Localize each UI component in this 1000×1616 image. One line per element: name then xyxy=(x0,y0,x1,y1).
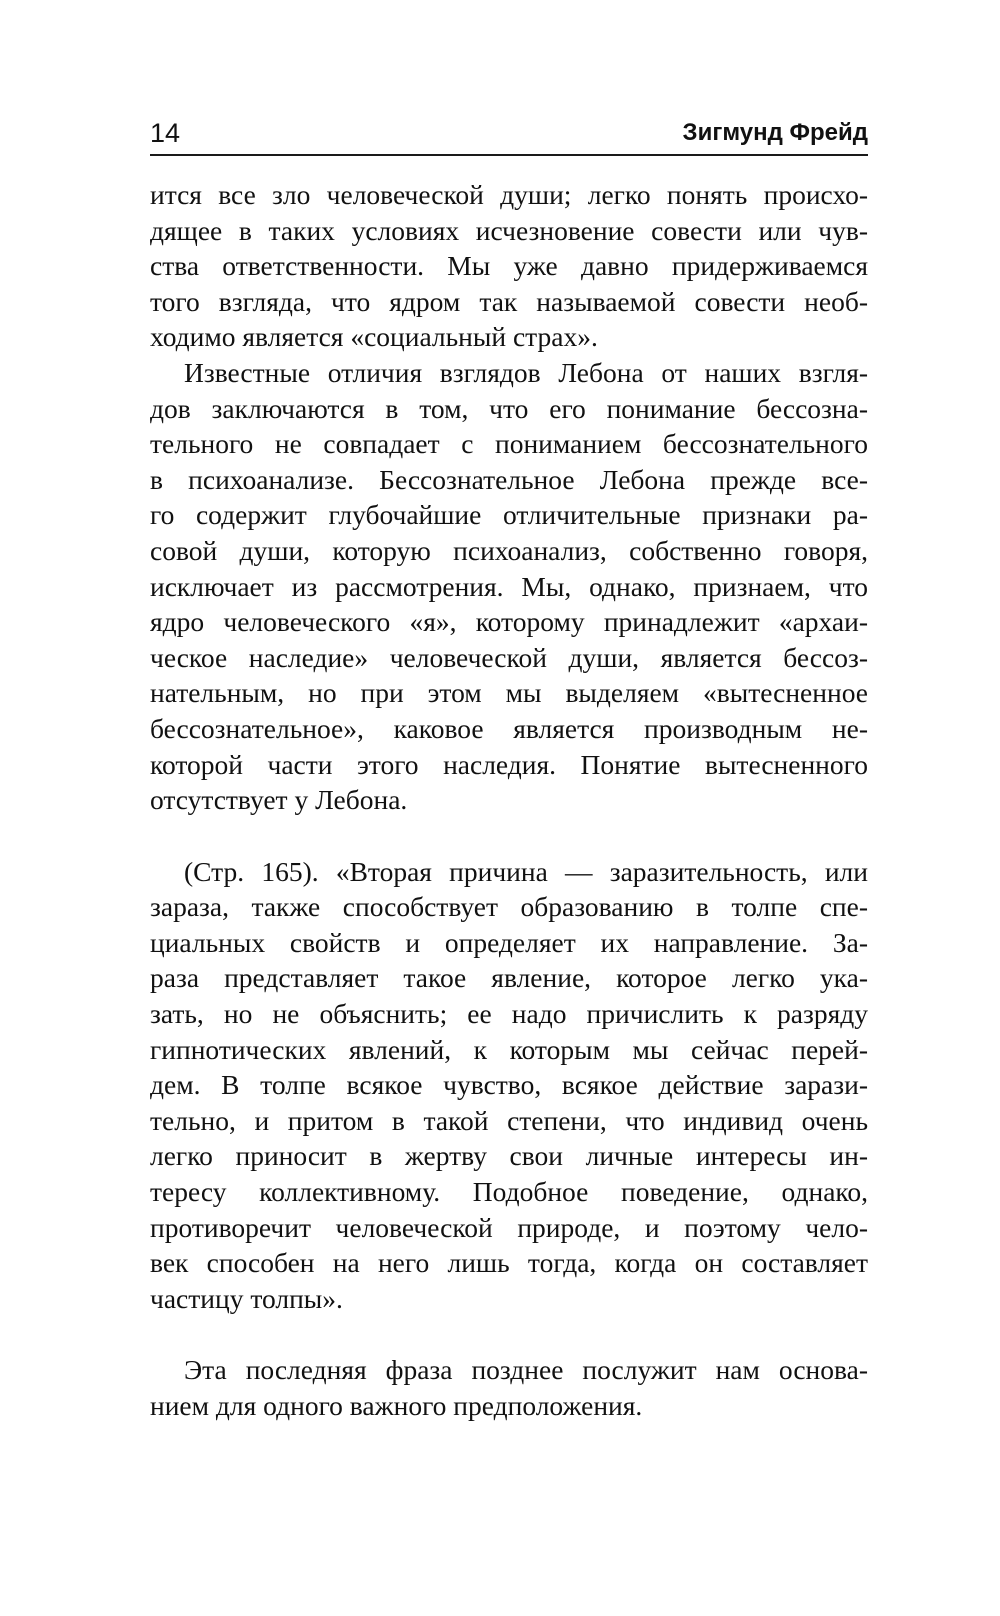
text-line: го содержит глубочайшие отличительные признаки ра- xyxy=(150,499,868,531)
text-line: гипнотических явлений, к которым мы сейчас перей- xyxy=(150,1033,868,1065)
body-text xyxy=(150,177,868,1424)
running-head-author: Зигмунд Фрейд xyxy=(682,119,868,146)
text-line: нательным, но при этом мы выделяем «вытесненное xyxy=(150,677,868,709)
text-line: исключает из рассмотрения. Мы, однако, признаем, что xyxy=(150,570,868,602)
text-line: ства ответственности. Мы уже давно придерживаемся xyxy=(150,250,868,282)
text-line: противоречит человеческой природе, и поэтому чело- xyxy=(150,1211,868,1243)
text-line: ится все зло человеческой души; легко понять происхо- xyxy=(150,179,868,210)
text-line: Известные отличия взглядов Лебона от наших взгля- xyxy=(184,356,868,388)
text-line: (Стр. 165). «Вторая причина — заразительность, или xyxy=(184,855,868,887)
text-line: зать, но не объяснить; ее надо причислить к разряду xyxy=(150,998,868,1030)
text-line: которой части этого наследия. Понятие вытесненного xyxy=(150,748,868,780)
text-line: бессознательное», каковое является производным не- xyxy=(150,712,868,744)
text-line: тельного не совпадает с пониманием бессознательного xyxy=(150,428,868,460)
page-number: 14 xyxy=(150,118,181,148)
text-line: частицу толпы». xyxy=(150,1282,343,1314)
text-line: отсутствует у Лебона. xyxy=(150,784,408,816)
text-line: век способен на него лишь тогда, когда он составляет xyxy=(150,1247,868,1279)
book-page xyxy=(150,118,868,1424)
text-line: циальных свойств и определяет их направление. За- xyxy=(150,926,868,958)
paragraph-continuation xyxy=(150,177,868,355)
paragraph-spacer xyxy=(150,1316,868,1352)
text-line: ядро человеческого «я», которому принадлежит «архаи- xyxy=(150,606,868,638)
paragraph-quote-contagion xyxy=(150,854,868,1317)
text-line: в психоанализе. Бессознательное Лебона прежде все- xyxy=(150,463,868,495)
text-line: совой души, которую психоанализ, собственно говоря, xyxy=(150,534,868,566)
text-line: тересу коллективному. Подобное поведение, однако, xyxy=(150,1176,868,1208)
text-line: ческое наследие» человеческой души, является бессоз- xyxy=(150,641,868,673)
text-line: раза представляет такое явление, которое легко ука- xyxy=(150,962,868,994)
text-line: дящее в таких условиях исчезновение совести или чув- xyxy=(150,214,868,246)
text-line: легко приносит в жертву свои личные интересы ин- xyxy=(150,1140,868,1172)
paragraph-spacer xyxy=(150,818,868,854)
text-line: Эта последняя фраза позднее послужит нам основа- xyxy=(184,1354,868,1386)
text-line: тельно, и притом в такой степени, что индивид очень xyxy=(150,1104,868,1136)
text-line: ходимо является «социальный страх». xyxy=(150,321,598,353)
text-line: зараза, также способствует образованию в толпе спе- xyxy=(150,891,868,923)
text-line: того взгляда, что ядром так называемой совести необ- xyxy=(150,285,868,317)
paragraph-lebon-unconscious xyxy=(150,355,868,818)
text-line: дем. В толпе всякое чувство, всякое действие зарази- xyxy=(150,1069,868,1101)
paragraph-conclusion xyxy=(150,1352,868,1423)
text-line: дов заключаются в том, что его понимание бессозна- xyxy=(150,392,868,424)
text-line: нием для одного важного предположения. xyxy=(150,1390,643,1421)
page-header xyxy=(150,118,868,156)
